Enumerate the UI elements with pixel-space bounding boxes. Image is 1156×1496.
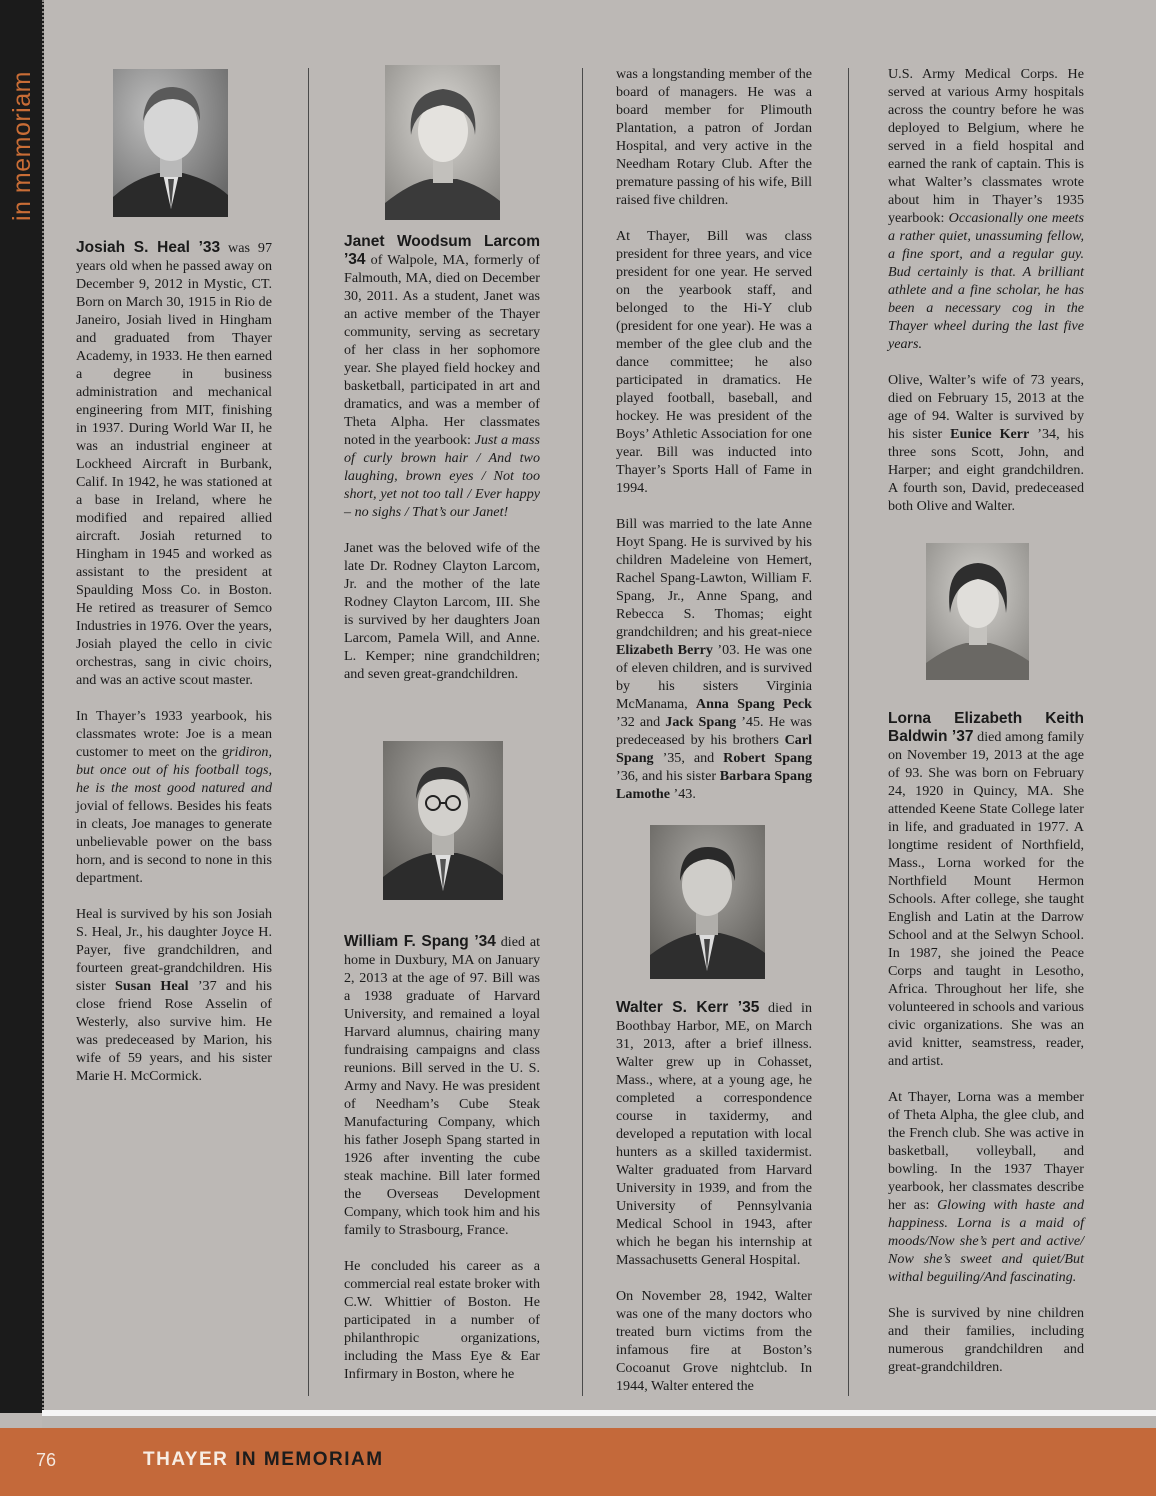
- page-number: 76: [36, 1450, 57, 1470]
- obituary-name: Janet Woodsum Larcom ’34: [344, 233, 540, 268]
- photo-janet-larcom: [385, 65, 500, 220]
- paragraph: He concluded his career as a commercial real estate broker with C.W. Whittier of Boston. He participated in a number of philanthropic organizations, including the Mass Eye & Ear Infirmary in Boston, where he: [344, 1258, 540, 1382]
- column-divider: [582, 68, 583, 1396]
- column-2: [344, 233, 540, 701]
- paragraph: She is survived by nine children and their families, including numerous grandchildren and great-grandchildren.: [888, 1305, 1084, 1375]
- obituary-lorna-baldwin: Lorna Elizabeth Keith Baldwin ’37 died among family on November 19, 2013 at the age of 93. She was born on February 24, 1920 in Quincy, MA. She attended Keene State College later in life, and graduated in 1977. A longtime resident of Northfield, Mass., Lorna worked for the Northfield Mount Hermon Schools. After college, she taught English and Latin at the Darrow School and at the Selwyn School. In 1987, she joined the Peace Corps and taught in Lesotho, Africa. Throughout her life, she volunteered in schools and various civic organizations. She was an avid knitter, seamstress, reader, and artist.: [888, 710, 1085, 1069]
- sidebar: [0, 0, 44, 1413]
- column-1: [76, 239, 272, 1103]
- obituary-name: Walter S. Kerr ’35: [616, 999, 760, 1016]
- paragraph: was a longstanding member of the board of managers. He was a board member for Plimouth Plantation, a patron of Jordan Hospital, and very active in the Needham Rotary Club. After the premature passing of his wife, Bill raised five children.: [616, 66, 812, 208]
- paragraph: At Thayer, Bill was class president for three years, and vice president for one year. He served on the yearbook staff, and belonged to the Hi-Y club (president for one year). He was a member of the glee club and the dance committee; he also participated in dramatics. He played football, baseball, and hockey. He was president of the Boys’ Athletic Association for one year. Bill was inducted into Thayer’s Sports Hall of Fame in 1994.: [616, 228, 812, 496]
- paragraph: U.S. Army Medical Corps. He served at various Army hospitals across the country before he was deployed to Belgium, where he served in a field hospital and earned the rank of captain. This is what Walter’s classmates wrote about him in Thayer’s 1935 yearbook: Occasionally one meets a rather quiet, unassuming fellow, a fine sport, and a regular guy. Bud certainly is that. A brilliant athlete and a fine scholar, he has been a necessary cog in the Thayer wheel during the last five years.: [888, 66, 1084, 352]
- column-divider: [308, 68, 309, 1396]
- paragraph: Bill was married to the late Anne Hoyt Spang. He is survived by his children Madeleine von Hemert, Rachel Spang-Lawton, William F. Spang, Jr., Anne Spang, and Rebecca S. Thomas; eight grandchildren; and his great-niece Elizabeth Berry ’03. He was one of eleven children, and is survived by his sisters Virginia McManama, Anna Spang Peck ’32 and Jack Spang ’45. He was predeceased by his brothers Carl Spang ’35, and Robert Spang ’36, and his sister Barbara Spang Lamothe ’43.: [616, 516, 813, 802]
- paragraph: Heal is survived by his son Josiah S. Heal, Jr., his daughter Joyce H. Payer, five grandchildren, and fourteen great-grandchildren. His sister Susan Heal ’37 and his close friend Rose Asselin of Westerly, also survive him. He was predeceased by Marion, his wife of 59 years, and his sister Marie H. McCormick.: [76, 906, 272, 1084]
- photo-william-spang: [383, 741, 503, 900]
- footer-strip-shadow: [42, 1416, 1156, 1428]
- publication-title: THAYER IN MEMORIAM: [143, 1449, 384, 1470]
- paragraph: On November 28, 1942, Walter was one of the many doctors who treated burn victims from the infamous fire at Boston’s Cocoanut Grove nightclub. In 1944, Walter entered the: [616, 1288, 812, 1394]
- section-label: in memoriam: [8, 71, 36, 221]
- column-4: [888, 65, 1084, 533]
- column-2-lower: [344, 933, 540, 1401]
- obituary-name: William F. Spang ’34: [344, 933, 496, 950]
- obituary-josiah-heal: Josiah S. Heal ’33 was 97 years old when he passed away on December 9, 2012 in Mystic, CT. Born on March 30, 1915 in Rio de Janeiro, Josiah lived in Hingham and graduated from Thayer Academy, in 1933. He then earned a degree in business administration and mechanical engineering from MIT, finishing in 1937. During World War II, he was an industrial engineer at Lockheed Aircraft in Burbank, Calif. In 1942, he was stationed at a base in Ireland, where he modified and repaired allied aircraft. Josiah returned to Hingham in 1945 and worked as assistant to the president at Spaulding Moss Co. in Boston. He retired as treasurer of Semco Industries in 1976. Over the years, Josiah played the cello in civic orchestras, sang in civic choirs, and was an active scout master.: [76, 239, 272, 688]
- column-3: [616, 65, 812, 821]
- paragraph: Olive, Walter’s wife of 73 years, died on February 15, 2013 at the age of 94. Walter is survived by his sister Eunice Kerr ’34, his three sons Scott, John, and Harper; and eight grandchildren. A fourth son, David, predeceased both Olive and Walter.: [888, 372, 1085, 514]
- column-4-lower: [888, 710, 1084, 1394]
- photo-walter-kerr: [650, 825, 765, 979]
- bold-name: Susan Heal: [115, 978, 189, 994]
- page-footer: [0, 1428, 1156, 1496]
- obituary-janet-larcom: Janet Woodsum Larcom ’34 of Walpole, MA, formerly of Falmouth, MA, died on December 30, 2011. As a student, Janet was an active member of the Thayer community, serving as secretary of her class in her sophomore year. She played field hockey and basketball, participated in art and dramatics, and was a member of Theta Alpha. Her classmates noted in the yearbook: Just a mass of curly brown hair / And two laughing, brown eyes / Not too short, yet not too tall / Ever happy – no sighs / That’s our Janet!: [344, 233, 540, 520]
- obituary-william-spang: William F. Spang ’34 died at home in Duxbury, MA on January 2, 2013 at the age of 97. Bill was a 1938 graduate of Harvard University, and remained a loyal Harvard alumnus, chairing many fundraising campaigns and class reunions. Bill served in the U. S. Army and Navy. He was president of Needham’s Cube Steak Manufacturing Company, which his father Joseph Spang started in 1926 after inventing the cube steak machine. Bill later formed the Overseas Development Company, which took him and his family to Strasbourg, France.: [344, 933, 541, 1238]
- obituary-name: Lorna Elizabeth Keith Baldwin ’37: [888, 710, 1084, 745]
- column-3-lower: [616, 999, 812, 1413]
- obituary-walter-kerr: Walter S. Kerr ’35 died in Boothbay Harbor, ME, on March 31, 2013, after a brief illness. Walter grew up in Cohasset, Mass., where, at a young age, he completed a correspondence course in taxidermy, and developed a reputation with local hunters as a skilled taxidermist. Walter graduated from Harvard University in 1939, and from the University of Pennsylvania Medical School in 1943, after which he began his internship at Massachusetts General Hospital.: [616, 999, 812, 1268]
- photo-josiah-heal: [113, 69, 228, 217]
- column-divider: [848, 68, 849, 1396]
- paragraph: Janet was the beloved wife of the late Dr. Rodney Clayton Larcom, Jr. and the mother of the late Rodney Clayton Larcom, III. She is survived by her daughters Joan Larcom, Pamela Will, and Anne. L. Kemper; nine grandchildren; and seven great-grandchildren.: [344, 540, 540, 682]
- photo-lorna-baldwin: [926, 543, 1029, 680]
- paragraph: At Thayer, Lorna was a member of Theta Alpha, the glee club, and the French club. She was active in basketball, volleyball, and bowling. In the 1937 Thayer yearbook, her classmates describe her as: Glowing with haste and happiness. Lorna is a maid of moods/Now she’s pert and active/ Now she’s sweet and quiet/But withal beguiling/And fascinating.: [888, 1089, 1084, 1285]
- obituary-name: Josiah S. Heal ’33: [76, 239, 221, 256]
- paragraph: In Thayer’s 1933 yearbook, his classmates wrote: Joe is a mean customer to meet on the gridiron, but once out of his football togs, he is the most good natured and jovial of fellows. Besides his feats in cleats, Joe manages to generate unbelievable power on the bass horn, and is second to none in this department.: [76, 708, 272, 886]
